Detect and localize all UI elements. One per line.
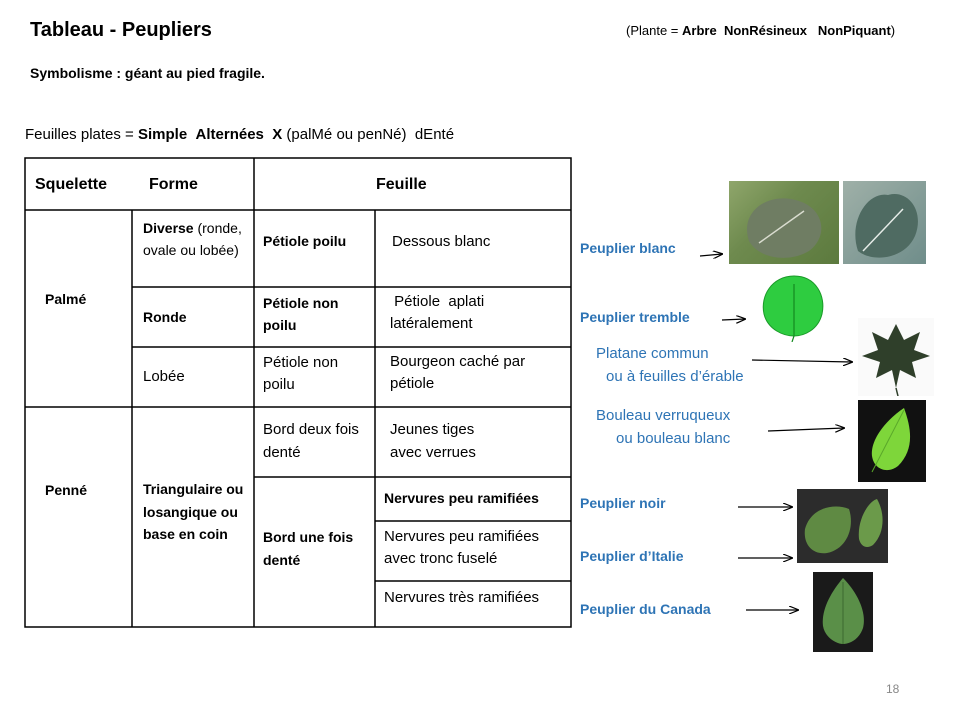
squelette-palme: Palmé: [45, 291, 87, 307]
r5-feuille: Bord une fois denté: [263, 529, 354, 568]
squelette-penne: Penné: [45, 482, 88, 498]
photo-bouleau: [858, 400, 926, 482]
symbolism-text: Symbolisme : géant au pied fragile.: [30, 65, 265, 81]
r3-detail: Bourgeon caché par pétiole: [390, 353, 526, 392]
arrow-platane: [752, 360, 852, 362]
r1-forme: Diverse (ronde, ovale ou lobée): [143, 220, 246, 258]
header-feuille: Feuille: [376, 176, 427, 193]
fp-simple: Simple: [137, 126, 188, 143]
species-tremble: Peuplier tremble: [580, 309, 690, 325]
leaf-icon: [760, 272, 828, 342]
r1-detail: Dessous blanc: [392, 233, 491, 250]
arrow-blanc: [700, 254, 722, 256]
r2-forme: Ronde: [143, 309, 187, 325]
photo-peuplier-canada: [813, 572, 873, 652]
fp-x: X: [272, 126, 283, 143]
photo-peuplier-noir: [797, 489, 888, 563]
leaf-icon: [813, 572, 873, 652]
r3-forme: Lobée: [143, 368, 185, 385]
photo-peuplier-blanc-1: [729, 181, 839, 264]
r4-detail: Jeunes tiges avec verrues: [390, 421, 476, 461]
page-title: Tableau - Peupliers: [30, 19, 212, 41]
fp-paren: (palMé ou penNé): [286, 126, 407, 143]
header-squelette: Squelette: [35, 176, 108, 193]
plante-nonpiquant: NonPiquant: [817, 23, 891, 38]
species-bouleau-2: ou bouleau blanc: [616, 430, 731, 447]
species-platane-1: Platane commun: [596, 345, 709, 362]
arrow-bouleau: [768, 428, 844, 431]
photo-platane: [858, 318, 934, 396]
arrow-tremble: [722, 319, 745, 320]
species-platane-2: ou à feuilles d’érable: [606, 368, 744, 385]
fp-prefix: Feuilles plates =: [25, 126, 138, 143]
r5-detail3: Nervures très ramifiées: [384, 589, 540, 606]
plante-arbre: Arbre: [682, 23, 717, 38]
plante-nonresineux: NonRésineux: [723, 23, 808, 38]
species-canada: Peuplier du Canada: [580, 601, 711, 617]
r5-detail1: Nervures peu ramifiées: [384, 490, 539, 506]
header-forme: Forme: [149, 176, 198, 193]
fp-dente: dEnté: [414, 126, 455, 143]
photo-peuplier-blanc-2: [843, 181, 926, 264]
r1-forme-rest: (ronde, ovale ou lobée): [143, 220, 246, 258]
leaf-icon: [843, 181, 926, 264]
species-noir: Peuplier noir: [580, 495, 666, 511]
leaf-icon: [858, 400, 926, 482]
plante-open: (Plante =: [626, 23, 683, 38]
leaf-icon: [797, 489, 888, 563]
plante-close: ): [890, 23, 896, 38]
species-blanc: Peuplier blanc: [580, 240, 676, 256]
photo-peuplier-tremble: [760, 272, 828, 342]
species-bouleau-1: Bouleau verruqueux: [596, 407, 731, 424]
species-italie: Peuplier d’Italie: [580, 548, 684, 564]
r2-detail: Pétiole aplati latéralement: [390, 293, 485, 332]
leaf-icon: [729, 181, 839, 264]
r2-feuille: Pétiole non poilu: [263, 295, 339, 333]
leaf-icon: [858, 318, 934, 396]
r4-feuille: Bord deux fois denté: [263, 421, 359, 461]
r1-feuille: Pétiole poilu: [263, 233, 347, 249]
r5-detail2: Nervures peu ramifiées avec tronc fuselé: [384, 528, 540, 567]
page-number: 18: [886, 682, 900, 696]
fp-alternees: Alternées: [195, 126, 264, 143]
r3-feuille: Pétiole non poilu: [263, 354, 339, 393]
r5-forme: Triangulaire ou losangique ou base en coin: [143, 481, 244, 542]
